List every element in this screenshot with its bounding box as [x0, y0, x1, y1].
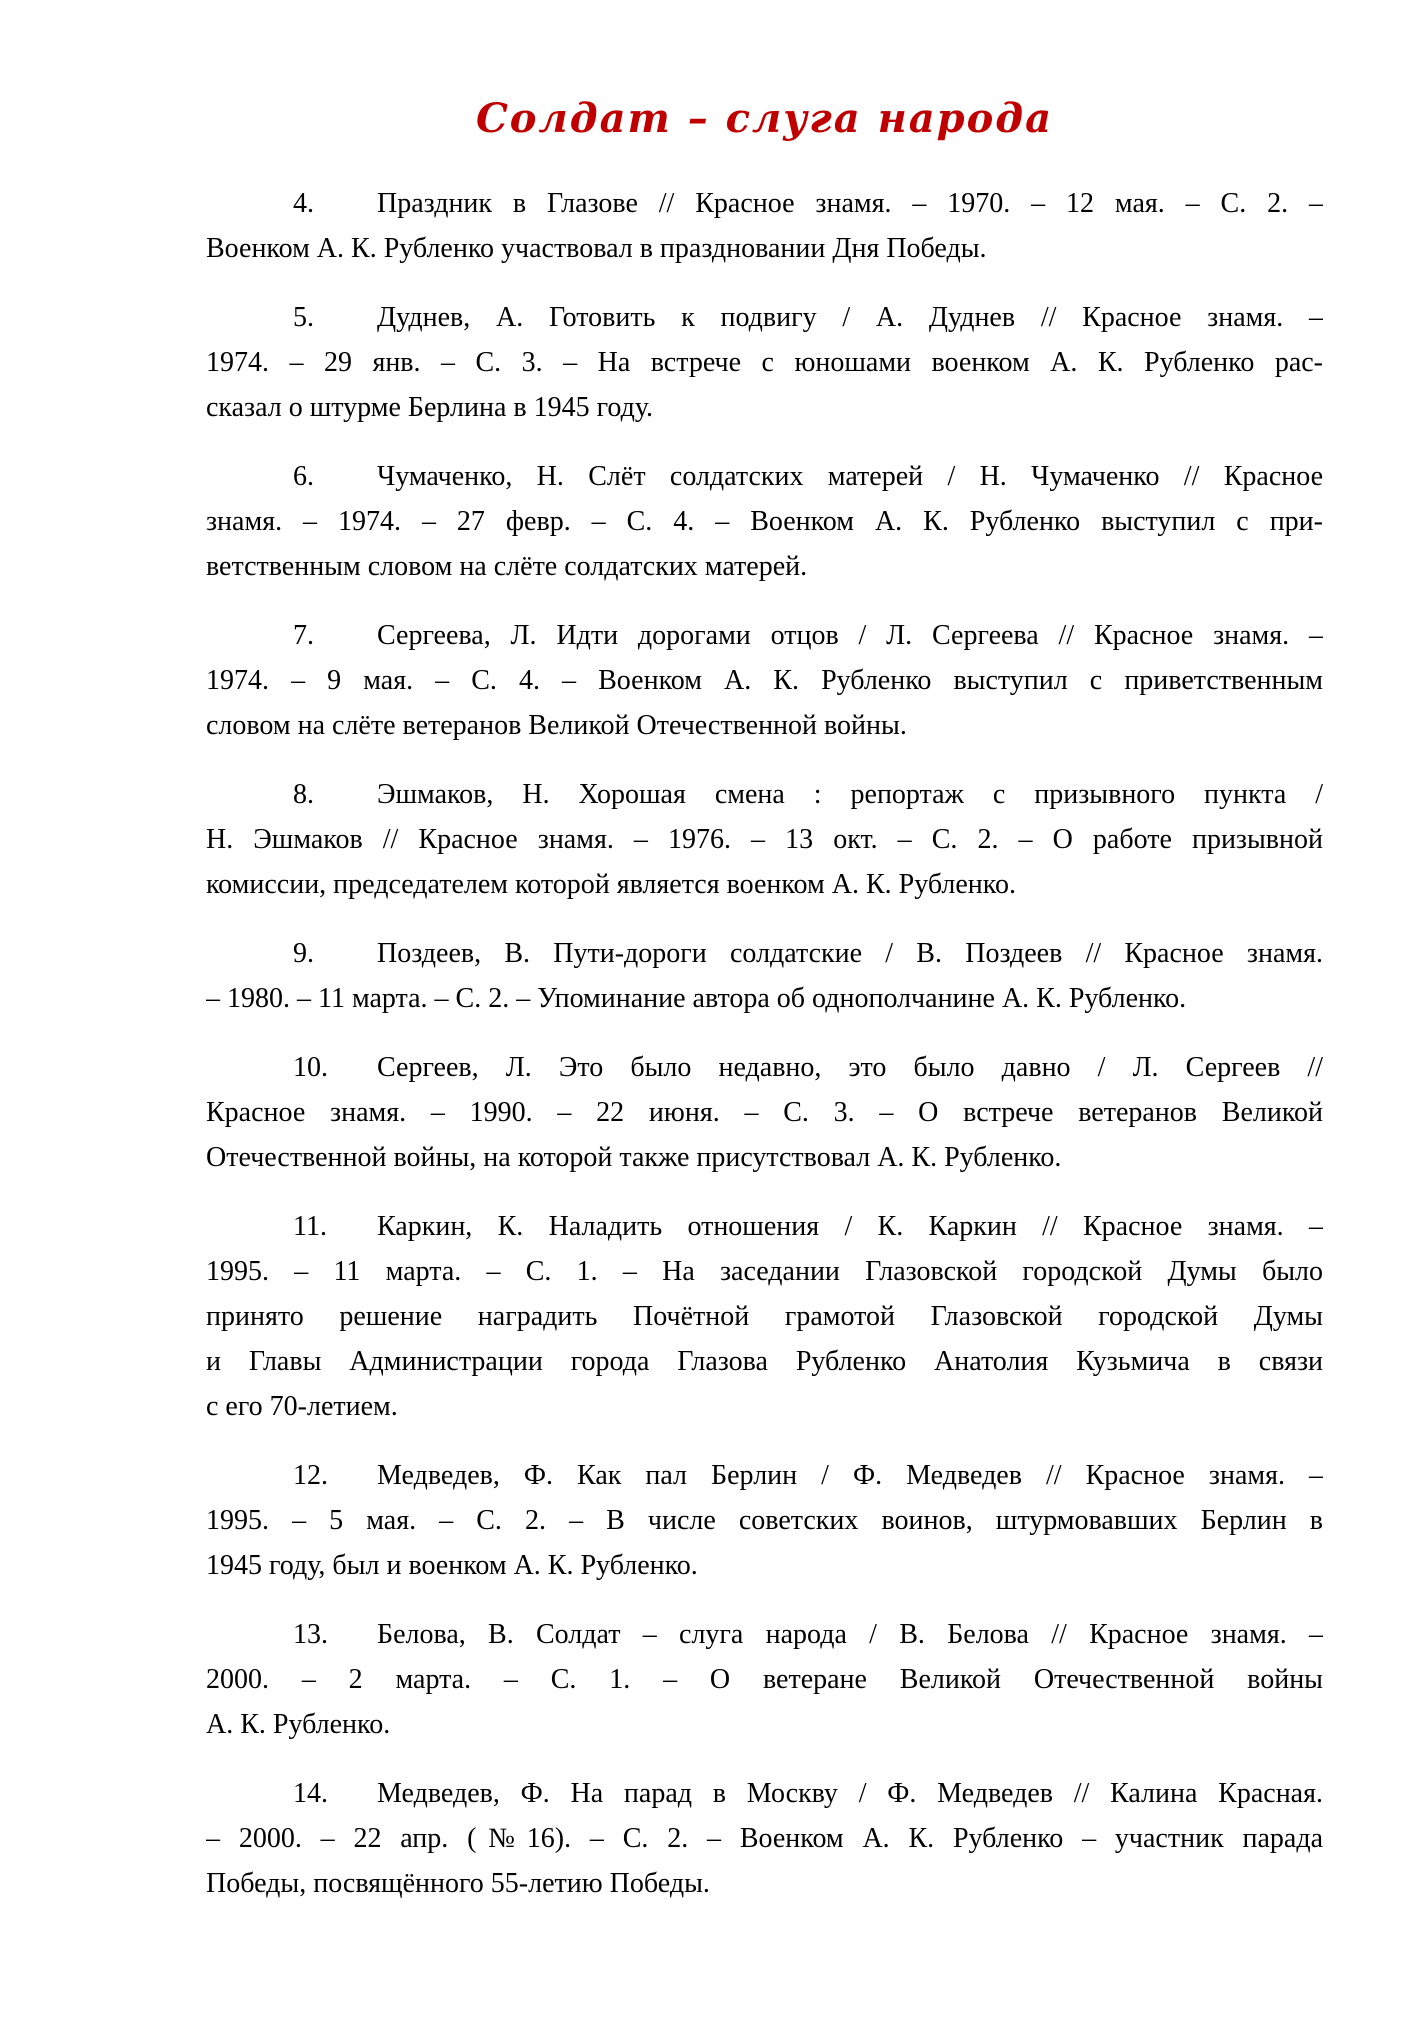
entry-line: 4. Праздник в Глазове // Красное знамя. – 1970. – 12 мая. – С. 2. – [206, 181, 1323, 226]
entry-number: 10. [293, 1052, 328, 1083]
bibliography-entry [206, 181, 1323, 271]
entry-line: 1974. – 29 янв. – С. 3. – На встрече с юношами военком А. К. Рубленко рас- [206, 347, 1323, 378]
bibliography-entry [206, 1045, 1323, 1180]
entry-line: комиссии, председателем которой является военком А. К. Рубленко. [206, 869, 1016, 900]
entry-line: словом на слёте ветеранов Великой Отечественной войны. [206, 710, 907, 741]
document-page [206, 0, 1323, 1930]
bibliography-entry [206, 295, 1323, 430]
entry-line: 1995. – 11 марта. – С. 1. – На заседании Глазовской городской Думы было [206, 1256, 1323, 1287]
page-title: Солдат – слуга народа [475, 95, 1054, 142]
entry-line: А. К. Рубленко. [206, 1709, 391, 1740]
entry-line: 1995. – 5 мая. – С. 2. – В числе советских воинов, штурмовавших Берлин в [206, 1505, 1323, 1536]
entry-line: знамя. – 1974. – 27 февр. – С. 4. – Военком А. К. Рубленко выступил с при- [206, 506, 1323, 537]
bibliography-entry [206, 772, 1323, 907]
entry-number: 13. [293, 1619, 328, 1650]
entry-line: 1945 году, был и военком А. К. Рубленко. [206, 1550, 698, 1581]
entry-line: ветственным словом на слёте солдатских матерей. [206, 551, 808, 582]
bibliography-list [206, 148, 1323, 1906]
entry-line: Победы, посвящённого 55-летию Победы. [206, 1868, 710, 1899]
bibliography-entry [206, 931, 1323, 1021]
entry-number: 6. [293, 461, 314, 492]
entry-line: 5. Дуднев, А. Готовить к подвигу / А. Дуднев // Красное знамя. – [206, 295, 1323, 340]
entry-line: сказал о штурме Берлина в 1945 году. [206, 392, 654, 423]
entry-line: 10. Сергеев, Л. Это было недавно, это было давно / Л. Сергеев // [206, 1045, 1323, 1090]
entry-number: 14. [293, 1778, 328, 1809]
entry-number: 5. [293, 302, 314, 333]
entry-line: принято решение наградить Почётной грамотой Глазовской городской Думы [206, 1301, 1323, 1332]
entry-number: 7. [293, 620, 314, 651]
entry-line: 14. Медведев, Ф. На парад в Москву / Ф. Медведев // Калина Красная. [206, 1771, 1323, 1816]
bibliography-entry [206, 1453, 1323, 1588]
entry-line: 2000. – 2 марта. – С. 1. – О ветеране Великой Отечественной войны [206, 1664, 1323, 1695]
entry-line: Н. Эшмаков // Красное знамя. – 1976. – 13 окт. – С. 2. – О работе призывной [206, 824, 1323, 855]
entry-line: 11. Каркин, К. Наладить отношения / К. Каркин // Красное знамя. – [206, 1204, 1323, 1249]
bibliography-entry [206, 1612, 1323, 1747]
entry-line: 9. Поздеев, В. Пути-дороги солдатские / В. Поздеев // Красное знамя. [206, 931, 1323, 976]
entry-line: Отечественной войны, на которой также присутствовал А. К. Рубленко. [206, 1142, 1062, 1173]
entry-number: 8. [293, 779, 314, 810]
entry-number: 4. [293, 188, 314, 219]
entry-line: 7. Сергеева, Л. Идти дорогами отцов / Л. Сергеева // Красное знамя. – [206, 613, 1323, 658]
bibliography-entry [206, 1771, 1323, 1906]
entry-number: 11. [293, 1211, 327, 1242]
entry-line: с его 70-летием. [206, 1391, 398, 1422]
bibliography-entry [206, 454, 1323, 589]
entry-line: 6. Чумаченко, Н. Слёт солдатских матерей / Н. Чумаченко // Красное [206, 454, 1323, 499]
entry-line: – 2000. – 22 апр. (№16). – С. 2. – Военком А. К. Рубленко – участник парада [206, 1823, 1323, 1854]
entry-number: 9. [293, 938, 314, 969]
bibliography-entry [206, 613, 1323, 748]
entry-line: – 1980. – 11 марта. – С. 2. – Упоминание автора об однополчанине А. К. Рубленко. [206, 983, 1187, 1014]
entry-line: Военком А. К. Рубленко участвовал в праздновании Дня Победы. [206, 233, 987, 264]
entry-line: 8. Эшмаков, Н. Хорошая смена : репортаж с призывного пункта / [206, 772, 1323, 817]
entry-line: Красное знамя. – 1990. – 22 июня. – С. 3. – О встрече ветеранов Великой [206, 1097, 1323, 1128]
entry-line: и Главы Администрации города Глазова Рубленко Анатолия Кузьмича в связи [206, 1346, 1323, 1377]
bibliography-entry [206, 1204, 1323, 1429]
entry-line: 12. Медведев, Ф. Как пал Берлин / Ф. Медведев // Красное знамя. – [206, 1453, 1323, 1498]
entry-line: 1974. – 9 мая. – С. 4. – Военком А. К. Рубленко выступил с приветственным [206, 665, 1323, 696]
entry-number: 12. [293, 1460, 328, 1491]
entry-line: 13. Белова, В. Солдат – слуга народа / В. Белова // Красное знамя. – [206, 1612, 1323, 1657]
